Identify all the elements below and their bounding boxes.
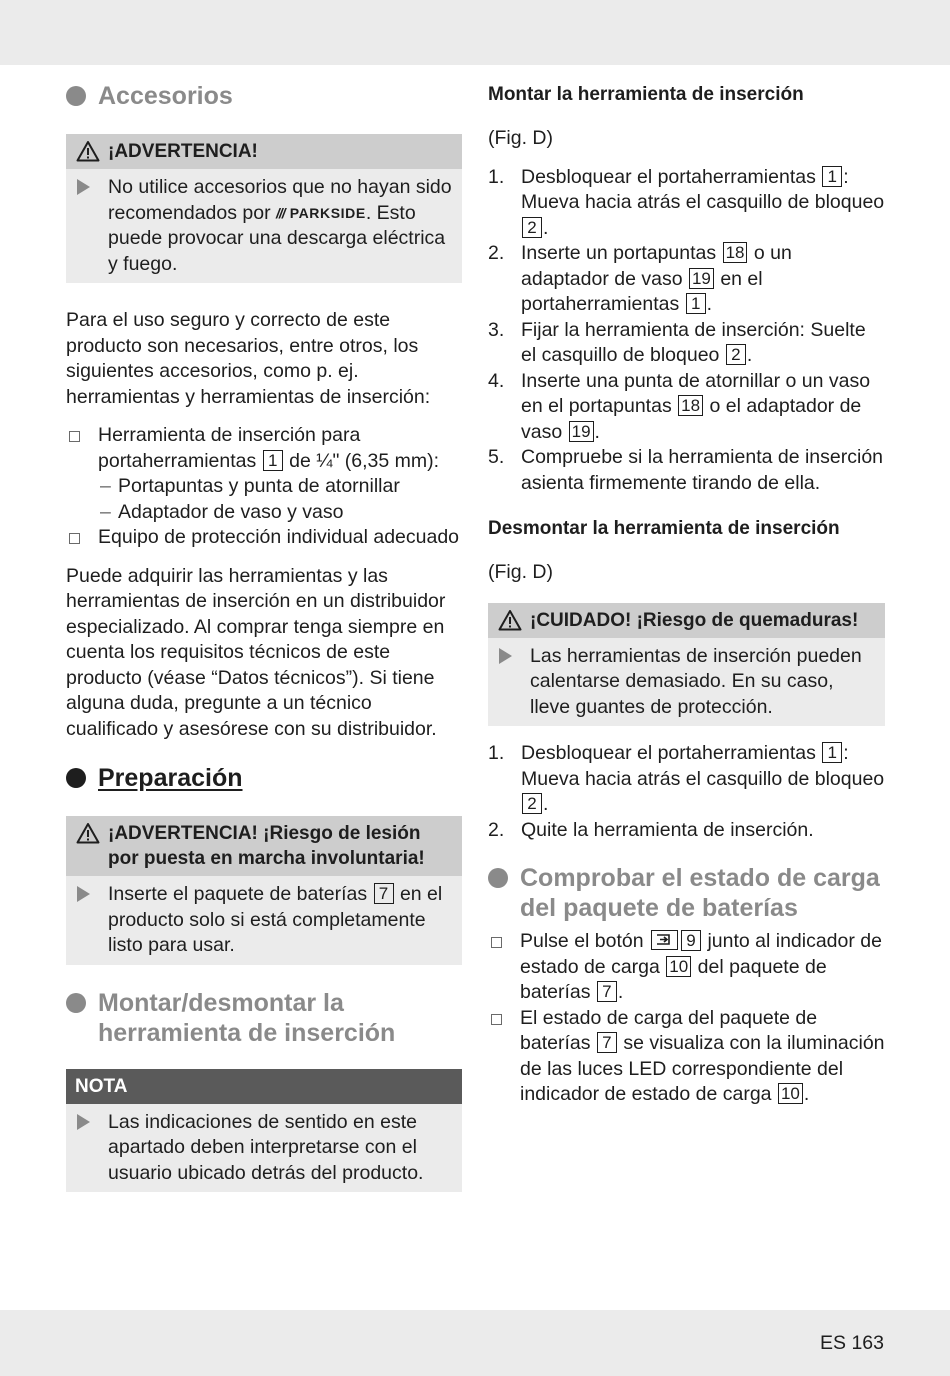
list-item: Pulse el botón 9 junto al indicador de estado de carga 10 del paquete de baterías 7 .: [488, 929, 885, 1006]
step-item: 2. Quite la herramienta de inserción.: [488, 818, 814, 841]
checkbox-square-icon: [69, 431, 80, 442]
section-heading-accesorios: Accesorios: [66, 81, 462, 111]
figure-reference: (Fig. D): [488, 561, 553, 583]
ref-number: 19: [569, 421, 594, 442]
ref-number: 2: [522, 793, 542, 814]
warning-box-preparacion: [66, 816, 462, 965]
note-box: [66, 1069, 462, 1193]
section-heading-comprobar: Comprobar el estado de carga del paquete de baterías: [488, 863, 885, 923]
ref-number: 10: [666, 956, 691, 977]
bullet-dot-icon: [66, 86, 86, 106]
ref-number: 18: [678, 395, 703, 416]
battery-status-button-icon: [651, 930, 678, 950]
sub-list-item: – Portapuntas y punta de atornillar: [100, 475, 400, 497]
list-item: Equipo de protección individual adecuado: [66, 525, 462, 551]
sub-list-item: – Adaptador de vaso y vaso: [100, 500, 344, 523]
warning-head: ¡ADVERTENCIA! ¡Riesgo de lesión por puesta en marcha involuntaria!: [66, 816, 462, 876]
step-item: 2. Inserte un portapuntas 18 o un adaptador de vaso 19 en el portaherramientas 1 .: [488, 242, 792, 315]
bullet-dot-icon: [66, 993, 86, 1013]
ref-number: 1: [686, 293, 706, 314]
caution-box: [488, 603, 885, 727]
ref-number: 2: [522, 217, 542, 238]
subheading-montar: Montar la herramienta de inserción: [488, 84, 804, 105]
warning-triangle-icon: [498, 609, 522, 631]
desmontar-steps: [488, 741, 885, 843]
accesorios-list: [66, 423, 462, 551]
ref-number: 7: [597, 1032, 617, 1053]
arrow-right-icon: [77, 886, 90, 902]
ref-number: 1: [822, 166, 842, 187]
montar-steps: [488, 165, 885, 497]
section-heading-montar-desmontar: Montar/desmontar la herramienta de inserción: [66, 988, 462, 1048]
accesorios-outro: Puede adquirir las herramientas y las herramientas de inserción en un distribuidor especializado. Al comprar tenga siempre en cuenta los requisitos técnicos de este producto (véase “Datos técnicos”). Si tiene alguna duda, pregunte a un técnico cualificado y asesórese con su distribuidor.: [66, 564, 446, 740]
ref-number: 19: [689, 268, 714, 289]
caution-head: ¡CUIDADO! ¡Riesgo de quemaduras!: [488, 603, 885, 638]
ref-number: 1: [822, 742, 842, 763]
figure-reference: (Fig. D): [488, 127, 553, 149]
accesorios-intro: Para el uso seguro y correcto de este producto son necesarios, entre otros, los siguientes accesorios, como p. ej. herramientas y herramientas de inserción:: [66, 309, 431, 408]
footer-band: [0, 1310, 950, 1376]
ref-number: 10: [778, 1083, 803, 1104]
parkside-logo: /// PARKSIDE: [276, 204, 366, 221]
step-item: 3. Fijar la herramienta de inserción: Suelte el casquillo de bloqueo 2 .: [488, 318, 866, 366]
ref-number: 7: [597, 981, 617, 1002]
list-item: El estado de carga del paquete de baterías 7 se visualiza con la iluminación de las luces LED correspondiente del indicador de estado de carga 10 .: [488, 1006, 885, 1108]
ref-number: 2: [726, 344, 746, 365]
warning-body: No utilice accesorios que no hayan sido recomendados por /// PARKSIDE. Esto puede provocar una descarga eléctrica y fuego.: [66, 169, 462, 283]
checkbox-square-icon: [491, 937, 502, 948]
caution-body: Las herramientas de inserción pueden calentarse demasiado. En su caso, lleve guantes de protección.: [488, 638, 885, 727]
ref-number: 7: [374, 883, 394, 904]
note-body: Las indicaciones de sentido en este apartado deben interpretarse con el usuario ubicado detrás del producto.: [66, 1104, 462, 1193]
list-item: Herramienta de inserción para portaherramientas 1 de ¼" (6,35 mm): – Portapuntas y punta de atornillar – Adaptador de vaso y vaso: [66, 423, 462, 525]
bullet-dot-icon: [488, 868, 508, 888]
warning-triangle-icon: [76, 822, 100, 844]
checkbox-square-icon: [69, 533, 80, 544]
header-band: [0, 0, 950, 65]
arrow-right-icon: [77, 1114, 90, 1130]
ref-number: 1: [263, 450, 283, 471]
subheading-desmontar: Desmontar la herramienta de inserción: [488, 518, 840, 539]
sub-list: [98, 474, 462, 525]
section-heading-preparacion: Preparación: [66, 763, 462, 793]
right-column: [488, 80, 885, 1108]
step-item: 1. Desbloquear el portaherramientas 1 : Mueva hacia atrás el casquillo de bloqueo 2 .: [488, 165, 885, 239]
warning-box-accesorios: [66, 134, 462, 283]
step-item: 5. Compruebe si la herramienta de inserción asienta firmemente tirando de ella.: [488, 446, 884, 494]
note-head: NOTA: [66, 1069, 462, 1104]
comprobar-list: [488, 929, 885, 1108]
ref-number: 9: [681, 930, 701, 951]
warning-head: ¡ADVERTENCIA!: [66, 134, 462, 169]
checkbox-square-icon: [491, 1014, 502, 1025]
arrow-right-icon: [77, 179, 90, 195]
step-item: 4. Inserte una punta de atornillar o un vaso en el portapuntas 18 o el adaptador de vaso 19 .: [488, 369, 871, 443]
step-item: 1. Desbloquear el portaherramientas 1 : Mueva hacia atrás el casquillo de bloqueo 2 .: [488, 742, 885, 815]
arrow-right-icon: [499, 648, 512, 664]
left-column: [66, 80, 462, 1192]
warning-triangle-icon: [76, 140, 100, 162]
page-number: ES 163: [820, 1332, 884, 1354]
warning-body: Inserte el paquete de baterías 7 en el producto solo si está completamente listo para usar.: [66, 876, 462, 965]
ref-number: 18: [723, 242, 748, 263]
bullet-dot-icon: [66, 768, 86, 788]
